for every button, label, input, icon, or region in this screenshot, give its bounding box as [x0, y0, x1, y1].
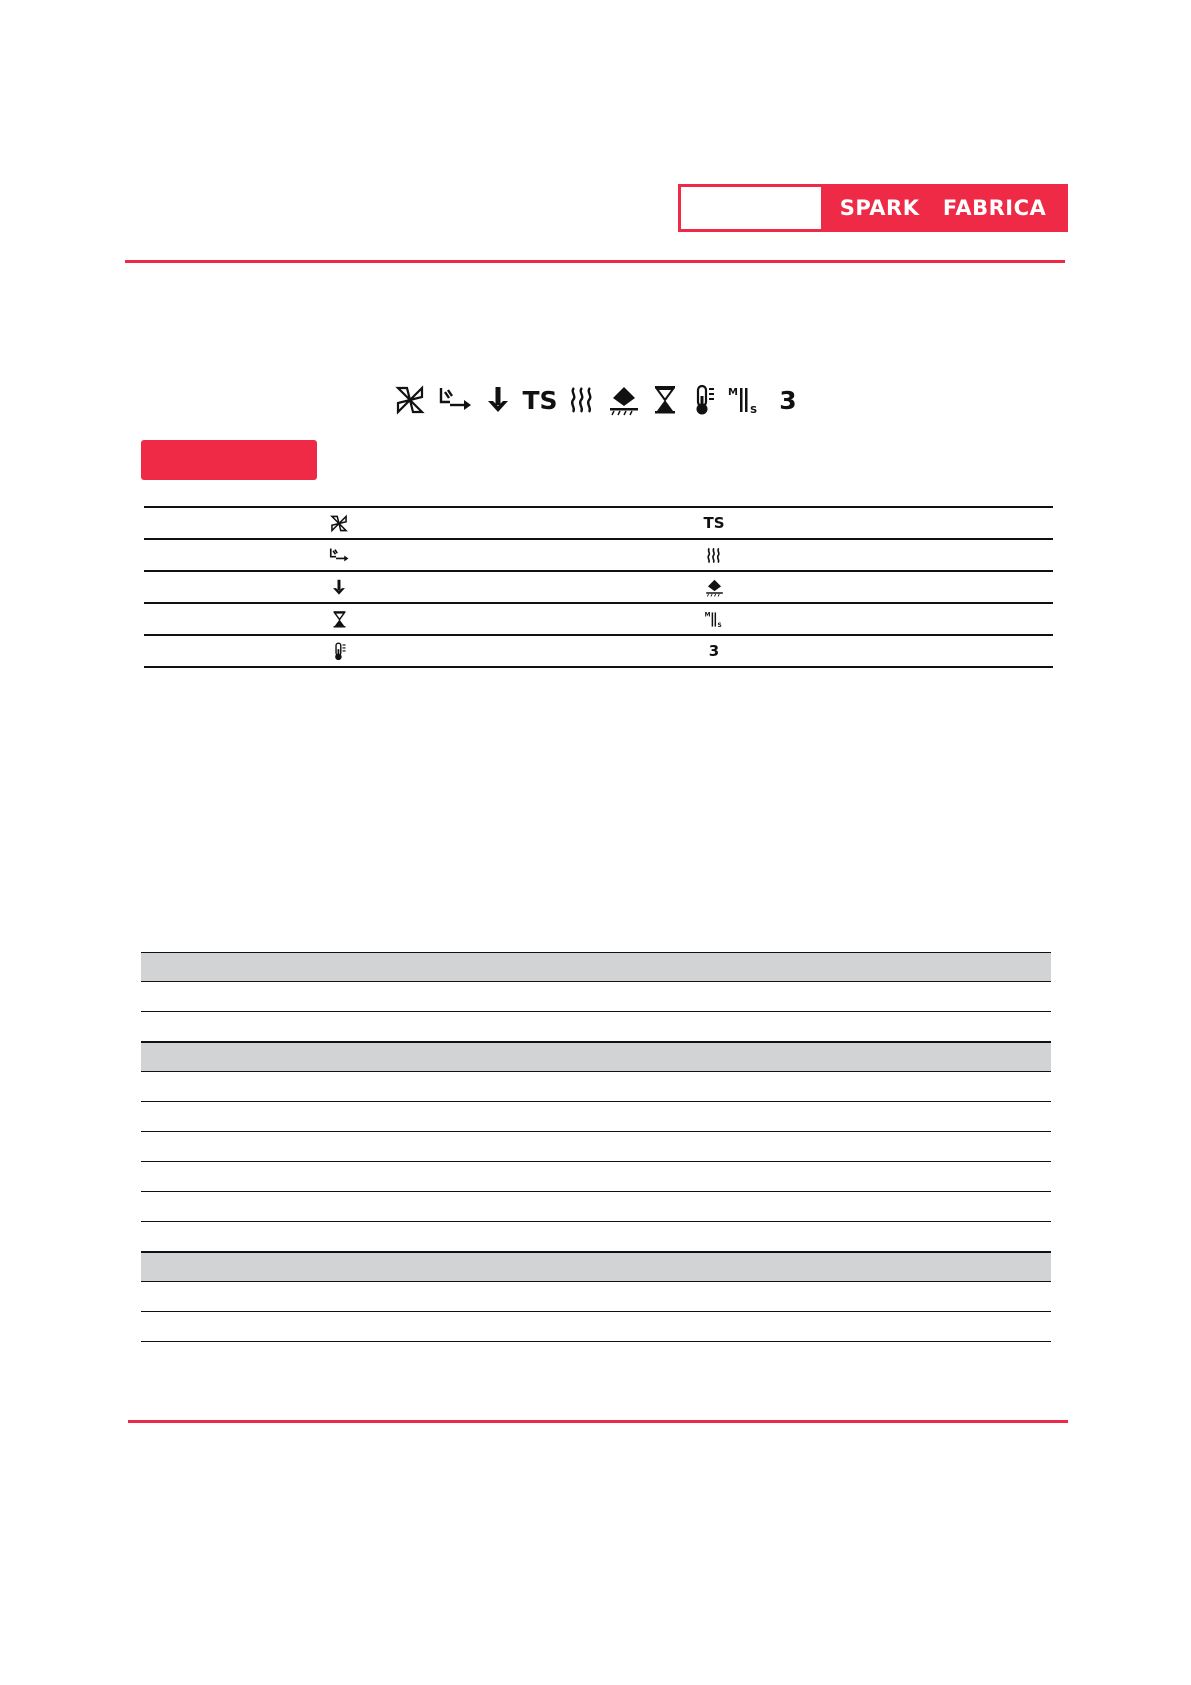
table-row: [141, 1312, 1051, 1342]
brand-box-blank: [681, 187, 821, 229]
svg-text:S: S: [750, 405, 758, 416]
svg-text:M: M: [728, 387, 738, 398]
legend-row: [144, 508, 1053, 540]
bottom-divider: [128, 1420, 1068, 1423]
table-row: [141, 1192, 1051, 1222]
svg-text:M: M: [704, 612, 711, 619]
thermometer-icon: [324, 636, 354, 666]
table-row: [141, 1132, 1051, 1162]
defrost-icon: [699, 572, 729, 602]
table-row: [141, 1162, 1051, 1192]
arrow-down-icon: [324, 572, 354, 602]
icon-strip: [393, 380, 800, 420]
fan-direction-icon: [438, 384, 472, 416]
ts-icon: TS: [703, 514, 725, 532]
brand-name: SPARK FABRICA: [821, 187, 1065, 229]
legend-row: [144, 604, 1053, 636]
spec-table: [141, 952, 1051, 1342]
fan-direction-icon: [324, 540, 354, 570]
fan-icon: [393, 384, 427, 416]
icon-legend-table: [144, 506, 1053, 668]
digit-three-icon: 3: [708, 642, 720, 660]
fan-icon: [324, 508, 354, 538]
spec-section-header: [141, 952, 1051, 982]
table-row: [141, 1072, 1051, 1102]
table-row: [141, 982, 1051, 1012]
brand-box: [678, 184, 1068, 232]
table-row: [141, 1102, 1051, 1132]
table-row: [141, 1222, 1051, 1252]
heat-waves-icon: [699, 540, 729, 570]
hourglass-icon: [324, 604, 354, 634]
table-row: [141, 1012, 1051, 1042]
mode-switch-icon: [699, 604, 729, 634]
table-row: [141, 1282, 1051, 1312]
spec-section-header: [141, 1252, 1051, 1282]
heat-waves-icon: [567, 384, 597, 416]
thermometer-icon: [690, 384, 716, 416]
mode-switch-icon: [727, 384, 761, 416]
arrow-down-icon: [483, 384, 513, 416]
spec-section-header: [141, 1042, 1051, 1072]
svg-text:S: S: [717, 622, 722, 629]
legend-row: [144, 540, 1053, 572]
hourglass-icon: [651, 384, 679, 416]
digit-three-icon: 3: [779, 385, 797, 415]
ts-icon: TS: [522, 385, 558, 415]
top-divider: [125, 260, 1065, 263]
legend-row: [144, 636, 1053, 668]
section-tab: [141, 440, 317, 480]
legend-row: [144, 572, 1053, 604]
defrost-icon: [608, 384, 640, 416]
